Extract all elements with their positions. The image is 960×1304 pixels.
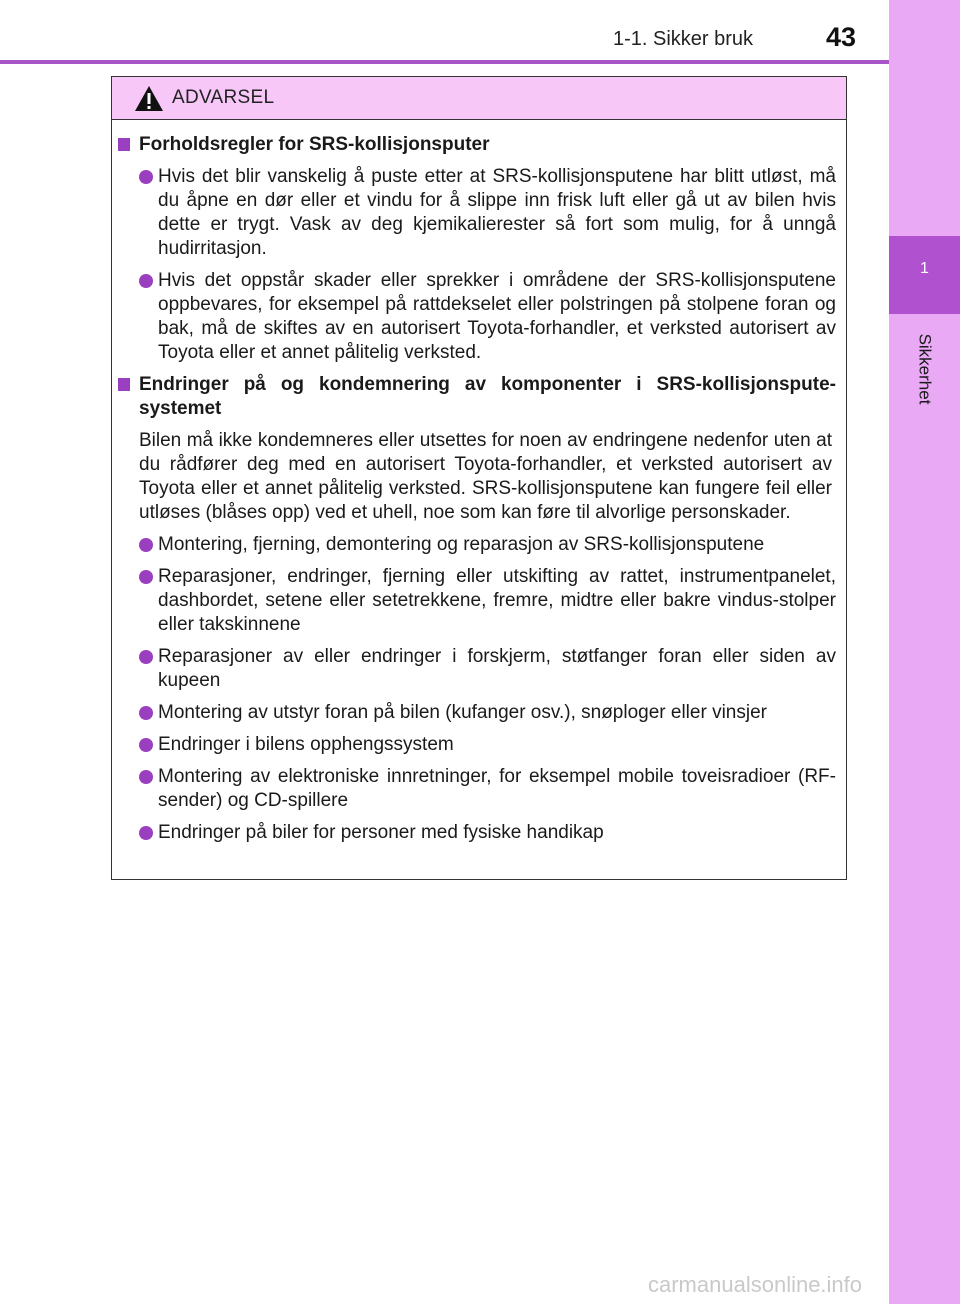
warning-triangle-icon	[134, 85, 164, 112]
list-item: Endringer på biler for personer med fysiske handikap	[112, 821, 846, 845]
list-item: Hvis det oppstår skader eller sprekker i områdene der SRS-kollisjonsputene oppbevares, for eksempel på rattdekselet eller polstringen på stolpene foran og bak, må de skiftes av en autorisert Toyota-forhandler, et verksted autorisert av Toyota eller et annet pålitelig verksted.	[112, 269, 846, 365]
round-bullet-icon	[139, 706, 153, 720]
list-item: Endringer i bilens opphengssystem	[112, 733, 846, 757]
square-bullet-icon	[118, 138, 130, 151]
list-item: Montering av elektroniske innretninger, for eksempel mobile toveisradioer (RF-sender) og CD-spillere	[112, 765, 846, 813]
round-bullet-icon	[139, 826, 153, 840]
section-label: Sikkerhet	[915, 333, 935, 405]
round-bullet-icon	[139, 770, 153, 784]
warning-title: ADVARSEL	[172, 87, 275, 108]
page-number: 43	[826, 22, 857, 52]
section-label-tab	[889, 314, 960, 424]
list-item: Montering av utstyr foran på bilen (kufanger osv.), snøploger eller vinsjer	[112, 701, 846, 725]
round-bullet-icon	[139, 538, 153, 552]
list-item: Reparasjoner, endringer, fjerning eller utskifting av rattet, instrumentpanelet, dashbordet, setene eller setetrekkene, fremre, midtre eller bakre vindus-stolper eller takskinnene	[112, 565, 846, 637]
round-bullet-icon	[139, 170, 153, 184]
running-header: 1-1. Sikker bruk	[613, 28, 754, 50]
list-item: Hvis det blir vanskelig å puste etter at SRS-kollisjonsputene har blitt utløst, må du åpne en dør eller et vindu for å slippe inn frisk luft eller gå ut av bilen hvis dette er trygt. Vask av deg kjemikalierester så fort som mulig, for å unngå hudirritasjon.	[112, 165, 846, 261]
chapter-number-tab: 1	[889, 236, 960, 314]
round-bullet-icon	[139, 274, 153, 288]
warning-box	[111, 76, 847, 880]
side-thumb-tab	[889, 0, 960, 1304]
list-item: Reparasjoner av eller endringer i forskjerm, støtfanger foran eller siden av kupeen	[112, 645, 846, 693]
round-bullet-icon	[139, 570, 153, 584]
warning-body	[112, 133, 846, 853]
section-heading: Endringer på og kondemnering av komponenter i SRS-kollisjonspute-systemet	[112, 373, 846, 421]
round-bullet-icon	[139, 738, 153, 752]
warning-header	[112, 77, 846, 120]
header-rule	[0, 60, 889, 64]
round-bullet-icon	[139, 650, 153, 664]
square-bullet-icon	[118, 378, 130, 391]
list-item: Montering, fjerning, demontering og reparasjon av SRS-kollisjonsputene	[112, 533, 846, 557]
section-intro: Bilen må ikke kondemneres eller utsettes for noen av endringene nedenfor uten at du rådfører deg med en autorisert Toyota-forhandler, et verksted autorisert av Toyota eller et annet pålitelig verksted. SRS-kollisjonsputene kan fungere feil eller utløses (blåses opp) ved et uhell, noe som kan føre til alvorlige personskader.	[139, 430, 832, 523]
watermark[interactable]: carmanualsonline.info	[648, 1272, 863, 1297]
section-heading: Forholdsregler for SRS-kollisjonsputer	[112, 133, 846, 157]
